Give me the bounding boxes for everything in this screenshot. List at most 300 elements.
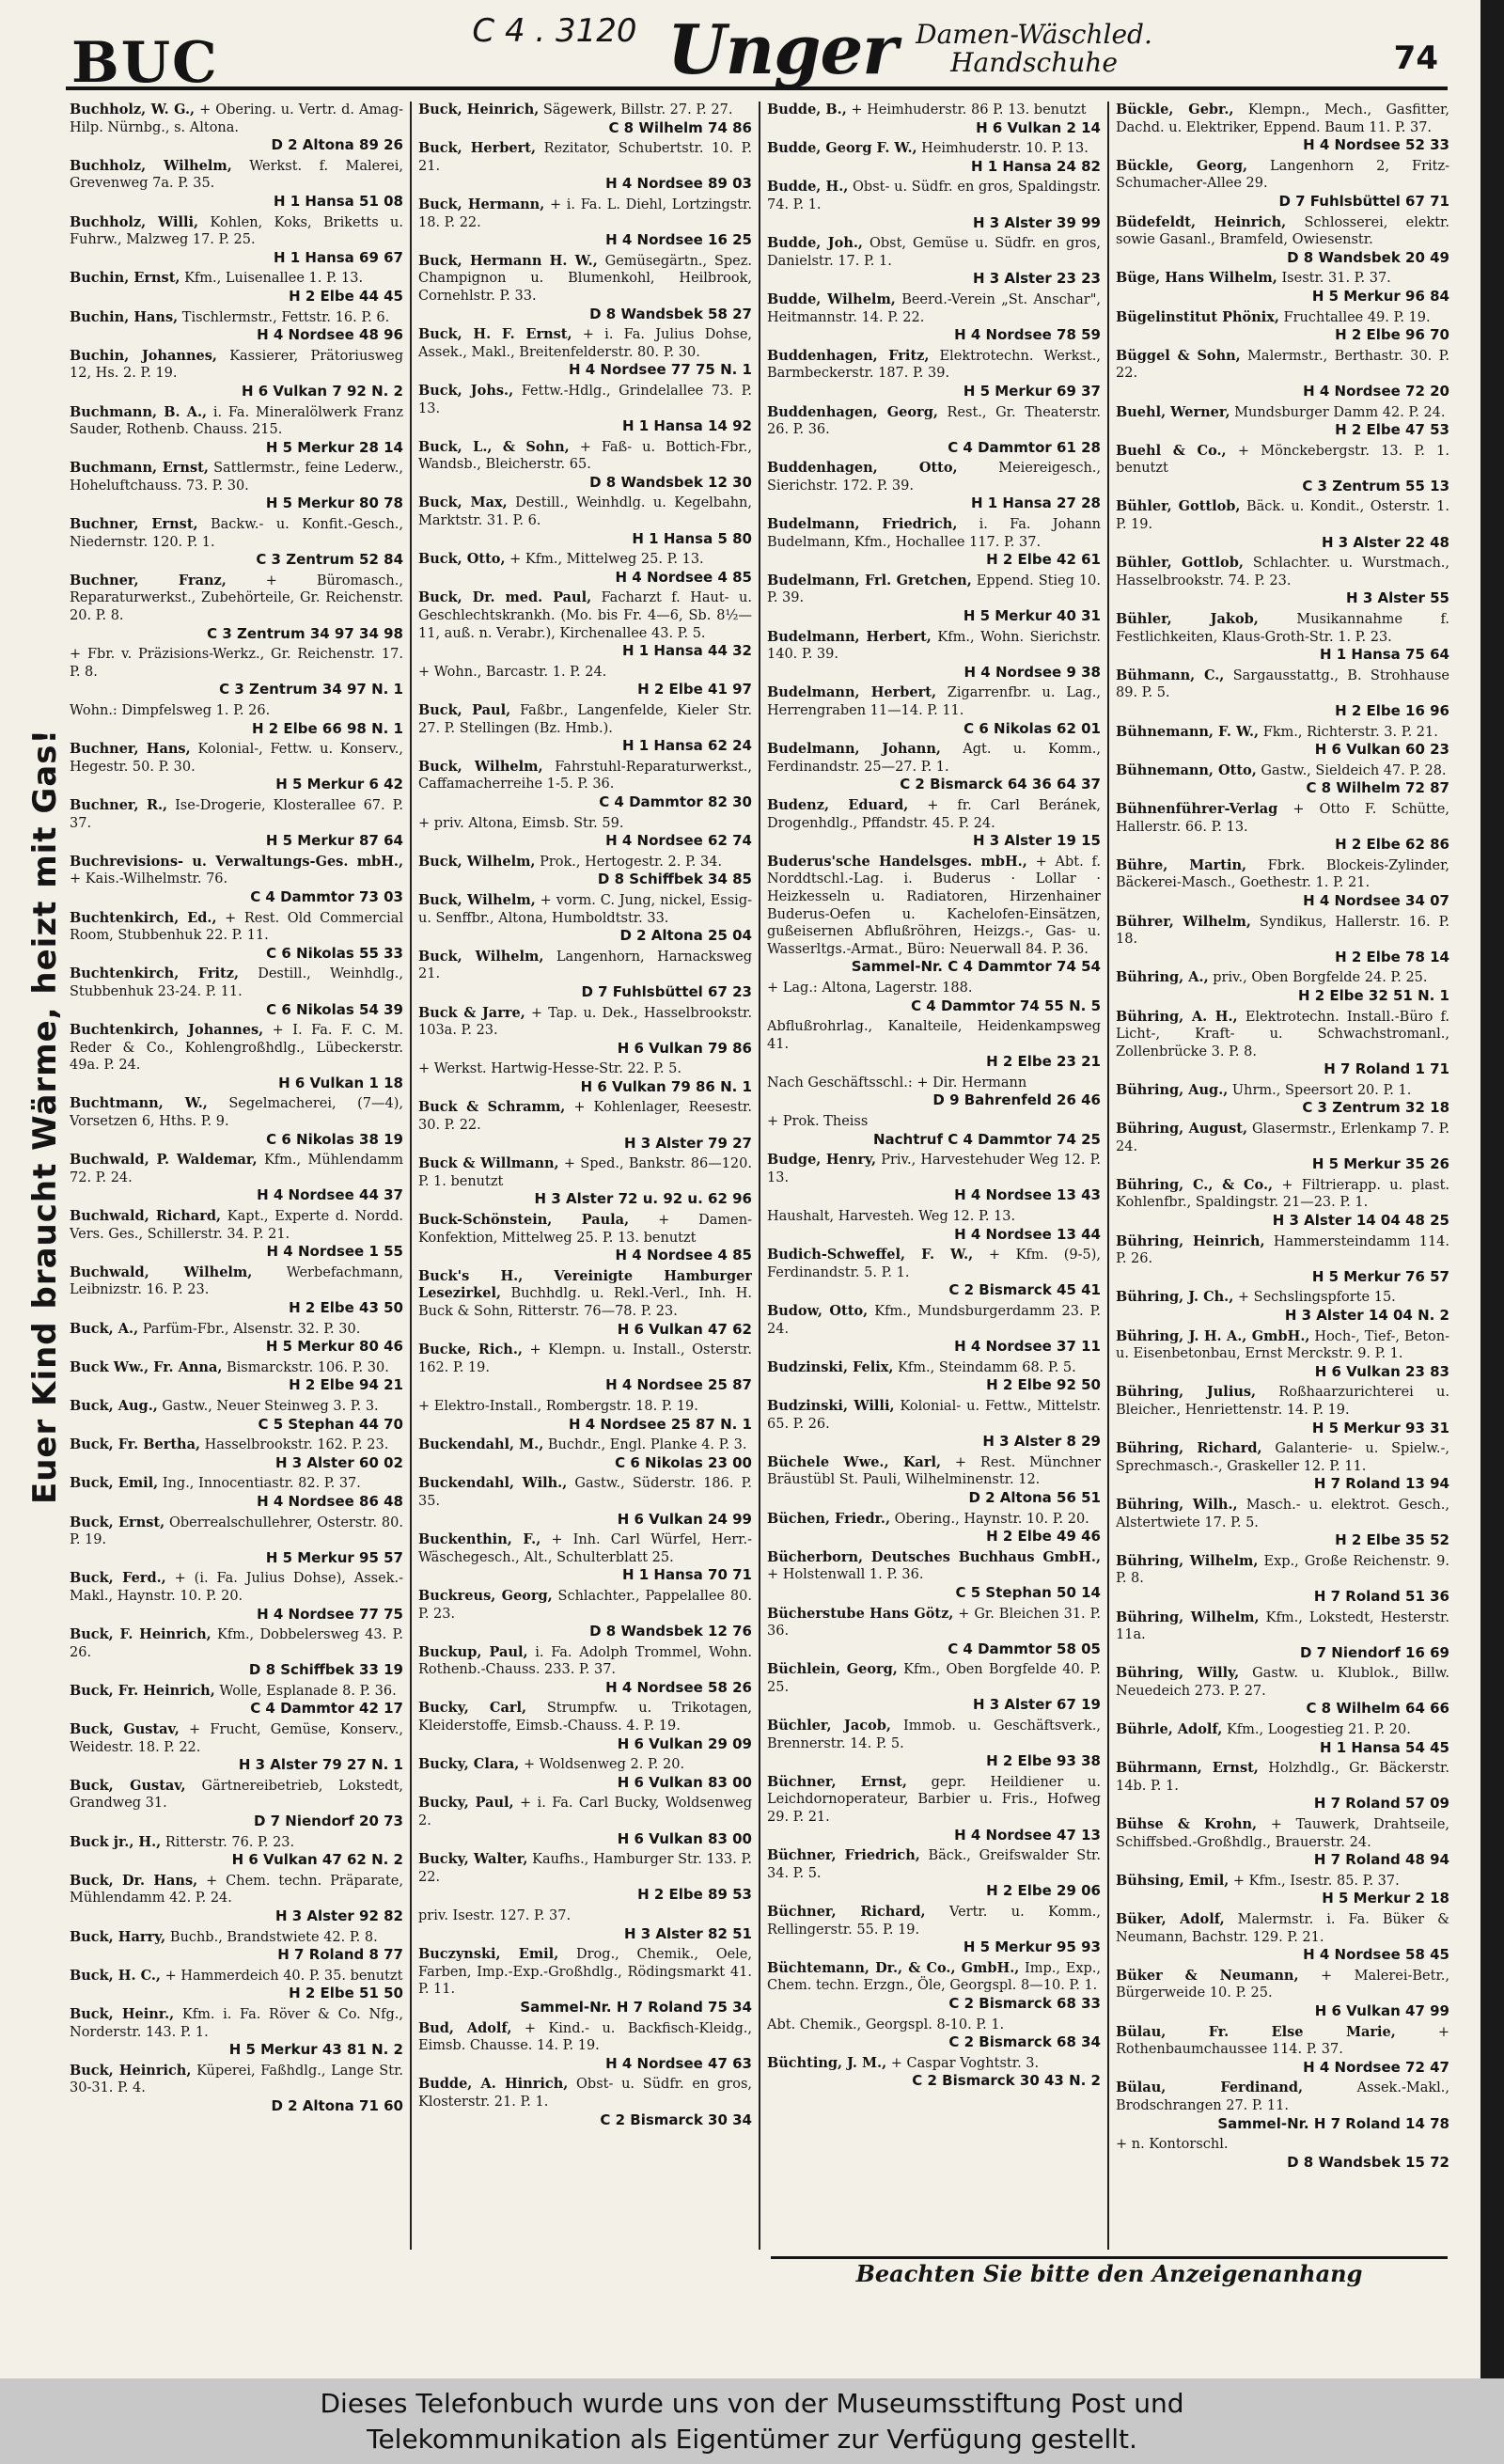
listing-entry: [418, 854, 752, 888]
entry-name: Buck, Otto,: [418, 551, 506, 568]
entry-name: Buckendahl, Wilh.,: [418, 1475, 568, 1492]
entry-phone: H 5 Merkur 80 46: [265, 1338, 403, 1356]
listing-entry: [418, 664, 752, 698]
listing-entry: [70, 1873, 403, 1925]
entry-phone: H 1 Hansa 69 67: [273, 248, 403, 266]
listing-entry: [1116, 1497, 1449, 1549]
entry-phone: C 2 Bismarck 68 34: [948, 2033, 1101, 2051]
entry-details: + Prok. Theiss: [767, 1114, 869, 1130]
entry-name: Buck, Dr. Hans,: [70, 1872, 198, 1889]
entry-name: Buchner, Hans,: [70, 741, 191, 758]
entry-details: Ing., Innocentiastr. 82. P. 37.: [162, 1476, 361, 1492]
entry-name: Buchner, Ernst,: [70, 516, 198, 533]
entry-phone: D 7 Niendorf 20 73: [253, 1813, 403, 1830]
entry-details: Gemüsegärtn., Spez. Champignon u. Blumenkohl, Heilbrook, Cornehlstr. P. 33.: [418, 253, 752, 304]
entry-details: + Hammerdeich 40. P. 35. benutzt: [164, 1968, 403, 1984]
entry-details: Facharzt f. Haut- u. Geschlechtskrankh. (Mo. bis Fr. 4—6, Sb. 8½—11, auß. n. Verabr.), Kirchenallee 43. P. 5.: [418, 590, 752, 641]
listing-entry: [1116, 1328, 1449, 1381]
listing-entry: [767, 573, 1101, 625]
entry-details: Fettw.-Hdlg., Grindelallee 73. P. 13.: [418, 383, 752, 416]
entry-phone: H 6 Vulkan 83 00: [617, 1773, 752, 1791]
entry-details: Küperei, Faßhdlg., Lange Str. 30-31. P. 4.: [70, 2063, 403, 2096]
footer-slogan: Beachten Sie bitte den Anzeigenanhang: [855, 2260, 1363, 2287]
entry-phone: C 3 Zentrum 32 18: [1302, 1099, 1449, 1117]
entry-details: + I. Fa. F. C. M. Reder & Co., Kohlengroßhdlg., Lübeckerstr. 49a. P. 24.: [70, 1023, 403, 1074]
entry-details: Kapt., Experte d. Nordd. Vers. Ges., Schillerstr. 34. P. 21.: [70, 1209, 403, 1242]
listing-entry: [1116, 914, 1449, 966]
entry-phone: D 7 Niendorf 16 69: [1299, 1643, 1449, 1661]
entry-name: Buck jr., H.,: [70, 1833, 162, 1850]
entry-details: Wolle, Esplanade 8. P. 36.: [219, 1683, 397, 1699]
entry-phone: H 4 Nordsee 4 85: [615, 568, 752, 586]
listing-entry: [767, 1075, 1101, 1109]
entry-details: + Fbr. v. Präzisions-Werkz., Gr. Reichenstr. 17. P. 8.: [70, 647, 403, 680]
entry-name: Buck, Wilhelm,: [418, 948, 544, 965]
entry-details: Fkm., Richterstr. 3. P. 21.: [1262, 724, 1438, 740]
entry-details: Fahrstuhl-Reparaturwerkst., Caffamacherreihe 1-5. P. 36.: [418, 759, 752, 793]
entry-details: Imp., Exp., Chem. techn. Erzgn., Öle, Georgspl. 8—10. P. 1.: [767, 1960, 1101, 1994]
listing-entry: [418, 439, 752, 492]
listing-entry: [70, 404, 403, 457]
listing-column-1: [70, 102, 403, 2250]
entry-details: Beerd.-Verein „St. Anschar", Heitmannstr. 14. P. 22.: [767, 291, 1101, 325]
entry-name: Buck, L., & Sohn,: [418, 438, 570, 455]
entry-details: + i. Fa. Julius Dohse, Assek., Makl., Breitenfelderstr. 80. P. 30.: [418, 327, 752, 360]
listing-entry: [767, 348, 1101, 400]
listing-entry: [418, 702, 752, 755]
listing-entry: [1116, 1911, 1449, 1964]
entry-details: Syndikus, Hallerstr. 16. P. 18.: [1116, 914, 1449, 948]
entry-details: + Kind.- u. Backfisch-Kleidg., Eimsb. Chausse. 14. P. 19.: [418, 2020, 752, 2054]
listing-entry: [767, 741, 1101, 793]
entry-phone: C 8 Wilhelm 72 87: [1306, 779, 1449, 797]
entry-phone: H 6 Vulkan 83 00: [617, 1829, 752, 1847]
entry-details: + Mönckebergstr. 13. P. 1. benutzt: [1116, 443, 1449, 477]
entry-phone: H 1 Hansa 62 24: [621, 737, 752, 755]
entry-name: Büchner, Ernst,: [767, 1773, 907, 1790]
entry-phone: H 2 Elbe 47 53: [1335, 421, 1449, 439]
entry-name: Bühler, Gottlob,: [1116, 498, 1241, 515]
entry-phone: C 3 Zentrum 52 84: [256, 551, 403, 569]
listing-entry: [418, 949, 752, 1001]
listing-entry: [70, 158, 403, 211]
entry-phone: D 8 Schiffbek 33 19: [248, 1661, 403, 1679]
listing-entry: [1116, 1665, 1449, 1718]
entry-name: Bülau, Ferdinand,: [1116, 2079, 1304, 2096]
entry-details: + Gr. Bleichen 31. P. 36.: [767, 1606, 1101, 1640]
entry-name: Buchtmann, W.,: [70, 1095, 208, 1112]
entry-details: Werkst. f. Malerei, Grevenweg 7a. P. 35.: [70, 158, 403, 192]
entry-name: Buck, Aug.,: [70, 1397, 158, 1414]
listing-entry: [1116, 158, 1449, 211]
listing-entry: [767, 179, 1101, 231]
entry-phone: C 2 Bismarck 64 36 64 37: [900, 776, 1101, 793]
entry-details: Kfm., Loogestieg 21. P. 20.: [1226, 1722, 1411, 1738]
entry-name: Budelmann, Johann,: [767, 741, 941, 758]
entry-name: Buck & Schramm,: [418, 1099, 566, 1116]
entry-name: Buehl, Werner,: [1116, 403, 1230, 420]
entry-name: Buehl & Co.,: [1116, 442, 1227, 459]
entry-phone: C 4 Dammtor 61 28: [948, 438, 1101, 456]
entry-details: Holzhdlg., Gr. Bäckerstr. 14b. P. 1.: [1116, 1761, 1449, 1794]
entry-details: Oberrealschullehrer, Osterstr. 80. P. 19.: [70, 1514, 403, 1548]
entry-phone: H 3 Alster 60 02: [274, 1453, 403, 1471]
entry-phone: H 5 Merkur 96 84: [1311, 287, 1449, 305]
entry-phone: H 4 Nordsee 13 43: [954, 1186, 1101, 1204]
entry-name: Buddenhagen, Fritz,: [767, 347, 930, 364]
entry-details: Gastw. u. Klublok., Billw. Neuedeich 273. P. 27.: [1116, 1666, 1449, 1699]
side-advert: [26, 729, 64, 1542]
listing-entry: [70, 1436, 403, 1471]
entry-details: + Frucht, Gemüse, Konserv., Weidestr. 18. P. 22.: [70, 1722, 403, 1755]
entry-name: Bücherborn, Deutsches Buchhaus GmbH.,: [767, 1548, 1101, 1565]
entry-name: Bühnenführer-Verlag: [1116, 800, 1278, 817]
listing-entry: [418, 1946, 752, 2016]
entry-name: Bühmann, C.,: [1116, 667, 1225, 683]
entry-details: Galanterie- u. Spielw.-, Sprechmasch.-, Graskeller 12. P. 11.: [1116, 1441, 1449, 1474]
listing-entry: [767, 1774, 1101, 1844]
listing-column-3: [767, 102, 1101, 2250]
entry-details: Kfm., Steindamm 68. P. 5.: [898, 1359, 1076, 1375]
entry-phone: H 4 Nordsee 78 59: [954, 326, 1101, 344]
entry-phone: H 3 Alster 79 27: [623, 1134, 752, 1152]
entry-phone: H 7 Roland 1 71: [1324, 1060, 1449, 1078]
entry-details: Malermstr., Berthastr. 30. P. 22.: [1116, 348, 1449, 382]
listing-entry: [70, 1152, 403, 1204]
listing-entry: [1116, 404, 1449, 439]
entry-name: Büchlein, Georg,: [767, 1661, 898, 1678]
entry-name: Bühnemann, Otto,: [1116, 761, 1257, 778]
column-divider: [1107, 102, 1109, 2250]
entry-phone: H 4 Nordsee 62 74: [605, 832, 752, 850]
listing-entry: [70, 1778, 403, 1830]
entry-phone: H 1 Hansa 14 92: [621, 417, 752, 435]
listing-entry: [1116, 270, 1449, 305]
entry-phone: Sammel-Nr. C 4 Dammtor 74 54: [851, 958, 1101, 976]
listing-entry: [70, 646, 403, 698]
entry-details: + Malerei-Betr., Bürgerweide 10. P. 25.: [1116, 1968, 1449, 2001]
entry-phone: H 2 Elbe 96 70: [1335, 326, 1449, 344]
entry-phone: H 5 Merkur 2 18: [1322, 1890, 1449, 1907]
entry-phone: D 2 Altona 89 26: [271, 136, 403, 154]
listing-column-4: [1116, 102, 1449, 2250]
entry-details: Drog., Chemik., Oele, Farben, Imp.-Exp.-Großhdlg., Rödingsmarkt 41. P. 11.: [418, 1947, 752, 1998]
entry-name: Buck, Hermann,: [418, 196, 545, 212]
entry-name: Buck, Heinrich,: [70, 2062, 192, 2079]
entry-phone: H 3 Alster 92 82: [274, 1907, 403, 1924]
entry-name: Büker, Adolf,: [1116, 1911, 1225, 1927]
listing-entry: [418, 2076, 752, 2128]
entry-details: + Wohn., Barcastr. 1. P. 24.: [418, 664, 607, 680]
entry-details: + Kfm. (9-5), Ferdinandstr. 5. P. 1.: [767, 1248, 1101, 1280]
listing-entry: [418, 1531, 752, 1584]
entry-phone: H 3 Alster 79 27 N. 1: [238, 1756, 403, 1774]
entry-name: Bühring, C., & Co.,: [1116, 1176, 1274, 1193]
entry-name: Büdefeldt, Heinrich,: [1116, 213, 1287, 230]
entry-details: Masch.- u. elektrot. Gesch., Alstertwiete 17. P. 5.: [1116, 1497, 1449, 1530]
entry-details: + Elektro-Install., Rombergstr. 18. P. 19.: [418, 1398, 698, 1414]
entry-details: + Kohlenlager, Reesestr. 30. P. 22.: [418, 1100, 752, 1134]
entry-phone: C 5 Stephan 50 14: [955, 1583, 1101, 1601]
listing-entry: [1116, 969, 1449, 1004]
page-number: 74: [1393, 39, 1438, 77]
entry-details: Abt. Chemik., Georgspl. 8-10. P. 1.: [767, 2017, 1005, 2032]
entry-details: Kfm., Lokstedt, Hesterstr. 11a.: [1116, 1609, 1449, 1643]
entry-phone: H 7 Roland 51 36: [1313, 1587, 1449, 1605]
entry-details: Klempn., Mech., Gasfitter, Dachd. u. Elektriker, Eppend. Baum 11. P. 37.: [1116, 102, 1449, 135]
entry-phone: C 6 Nikolas 55 33: [266, 944, 403, 962]
entry-phone: H 4 Nordsee 72 47: [1303, 2058, 1449, 2076]
entry-details: + Lag.: Altona, Lagerstr. 188.: [767, 980, 973, 996]
entry-name: Buck, Fr. Heinrich,: [70, 1682, 215, 1699]
listing-entry: [767, 140, 1101, 175]
entry-phone: H 2 Elbe 94 21: [289, 1376, 403, 1394]
listing-entry: [70, 1264, 403, 1317]
entry-details: i. Fa. Johann Budelmann, Kfm., Hochallee 117. P. 37.: [767, 517, 1101, 550]
entry-phone: H 2 Elbe 16 96: [1335, 702, 1449, 719]
listing-entry: [418, 1851, 752, 1904]
entry-name: Buck, Harry,: [70, 1928, 166, 1945]
entry-phone: H 2 Elbe 51 50: [289, 1985, 403, 2002]
entry-phone: H 6 Vulkan 79 86 N. 1: [580, 1077, 752, 1095]
entry-name: Budde, Wilhelm,: [767, 290, 896, 307]
advert-code: C 4 . 3120: [472, 12, 637, 50]
entry-name: Bühring, August,: [1116, 1121, 1247, 1138]
listing-entry: [70, 214, 403, 267]
entry-phone: H 4 Nordsee 58 26: [605, 1678, 752, 1696]
listing-entry: [767, 684, 1101, 737]
entry-name: Buchrevisions- u. Verwaltungs-Ges. mbH.,: [70, 853, 403, 870]
entry-details: + Holstenwall 1. P. 36.: [767, 1567, 924, 1583]
listing-entry: [70, 1398, 403, 1433]
listing-entry: [767, 1904, 1101, 1956]
entry-phone: H 6 Vulkan 47 62: [617, 1320, 752, 1338]
entry-name: Büchen, Friedr.,: [767, 1510, 890, 1527]
listing-entry: [767, 1359, 1101, 1394]
entry-name: Buchtenkirch, Fritz,: [70, 965, 240, 982]
entry-phone: D 2 Altona 71 60: [271, 2096, 403, 2114]
entry-details: Gastw., Sieldeich 47. P. 28.: [1261, 762, 1447, 778]
listing-entry: [418, 1155, 752, 1208]
entry-phone: H 2 Elbe 35 52: [1335, 1531, 1449, 1549]
entry-phone: D 2 Altona 56 51: [968, 1488, 1101, 1506]
entry-phone: H 6 Vulkan 23 83: [1314, 1362, 1449, 1380]
entry-details: Kfm., Dobbelersweg 43. P. 26.: [70, 1627, 403, 1660]
listing-entry: [70, 573, 403, 642]
entry-phone: H 4 Nordsee 25 87: [605, 1376, 752, 1394]
entry-phone: H 4 Nordsee 77 75 N. 1: [568, 361, 752, 379]
entry-phone: H 2 Elbe 93 38: [986, 1752, 1101, 1770]
listing-entry: [418, 1005, 752, 1058]
entry-name: Buchner, R.,: [70, 796, 168, 813]
entry-name: Budelmann, Herbert,: [767, 628, 932, 645]
listing-entry: [418, 1644, 752, 1697]
entry-details: Rezitator, Schubertstr. 10. P. 21.: [418, 141, 752, 174]
entry-phone: H 4 Nordsee 37 11: [954, 1338, 1101, 1356]
listing-entry: [767, 460, 1101, 512]
scan-edge: [1480, 0, 1504, 2378]
listing-entry: [418, 383, 752, 435]
entry-details: Ritterstr. 76. P. 23.: [164, 1834, 295, 1850]
listing-entry: [418, 2020, 752, 2073]
entry-phone: H 5 Merkur 69 37: [963, 382, 1101, 400]
entry-details: Kfm., Mundsburgerdamm 23. P. 24.: [767, 1304, 1101, 1337]
entry-name: Bühre, Martin,: [1116, 856, 1247, 873]
entry-details: Buchdr., Engl. Planke 4. P. 3.: [547, 1437, 747, 1453]
entry-name: Bühnemann, F. W.,: [1116, 723, 1260, 740]
entry-details: Faßbr., Langenfelde, Kieler Str. 27. P. Stellingen (Bz. Hmb.).: [418, 703, 752, 736]
entry-phone: H 3 Alster 14 04 N. 2: [1284, 1307, 1449, 1324]
entry-name: Bühsing, Emil,: [1116, 1872, 1230, 1889]
entry-phone: H 6 Vulkan 24 99: [617, 1510, 752, 1528]
entry-details: + Kfm., Mittelweg 25. P. 13.: [509, 552, 704, 568]
entry-name: Bühler, Gottlob,: [1116, 555, 1244, 572]
listing-entry: [70, 797, 403, 850]
entry-details: Sargausstattg., B. Strohhause 89. P. 5.: [1116, 667, 1449, 701]
entry-details: Tischlermstr., Fettstr. 16. P. 6.: [181, 309, 390, 325]
entry-name: Bührmann, Ernst,: [1116, 1760, 1259, 1777]
entry-name: Büggel & Sohn,: [1116, 347, 1241, 364]
entry-details: + n. Kontorschl.: [1116, 2137, 1229, 2153]
entry-name: Buck, Wilhelm,: [418, 758, 543, 775]
listing-entry: [70, 309, 403, 344]
entry-phone: C 8 Wilhelm 64 66: [1306, 1700, 1449, 1718]
entry-phone: D 7 Fuhlsbüttel 67 23: [581, 982, 752, 1000]
entry-phone: H 6 Vulkan 7 92 N. 2: [242, 382, 403, 400]
entry-name: Bühring, Heinrich,: [1116, 1232, 1265, 1249]
entry-details: Immob. u. Geschäftsverk., Brennerstr. 14. P. 5.: [767, 1719, 1101, 1751]
listing-column-2: [418, 102, 752, 2250]
entry-details: + Klempn. u. Install., Osterstr. 162. P. 19.: [418, 1342, 752, 1375]
entry-name: Buderus'sche Handelsges. mbH.,: [767, 853, 1027, 870]
entry-name: Buck, A.,: [70, 1320, 139, 1337]
listing-entry: [418, 551, 752, 586]
entry-name: Büchner, Friedrich,: [767, 1847, 920, 1864]
listing-entry: [767, 1454, 1101, 1507]
column-divider: [759, 102, 760, 2250]
listing-entry: [418, 494, 752, 547]
listing-entry: [418, 1795, 752, 1847]
listing-entry: [70, 1208, 403, 1261]
entry-phone: H 5 Merkur 35 26: [1311, 1155, 1449, 1173]
entry-details: Bäck., Greifswalder Str. 34. P. 5.: [767, 1848, 1101, 1881]
entry-details: Schlosserei, elektr. sowie Gasanl., Bramfeld, Owiesenstr.: [1116, 214, 1449, 248]
entry-details: + Chem. techn. Präparate, Mühlendamm 42. P. 24.: [70, 1873, 403, 1907]
entry-details: + Inh. Carl Würfel, Herr.- Wäschegesch., Alt., Schulterblatt 25.: [418, 1532, 752, 1565]
entry-name: Budich-Schweffel, F. W.,: [767, 1247, 974, 1263]
entry-details: Rest., Gr. Theaterstr. 26. P. 36.: [767, 404, 1101, 438]
listing-entry: [1116, 857, 1449, 910]
listing-entry: [1116, 1009, 1449, 1078]
entry-name: Buck, Paul,: [418, 702, 511, 718]
entry-details: Agt. u. Komm., Ferdinandstr. 25—27. P. 1.: [767, 742, 1101, 775]
advert-subtitle: Damen-Wäschled. Handschuhe: [916, 19, 1152, 78]
entry-name: Buck, Wilhelm,: [418, 853, 536, 870]
entry-phone: H 6 Vulkan 29 09: [617, 1734, 752, 1752]
entry-phone: Sammel-Nr. H 7 Roland 14 78: [1217, 2114, 1449, 2132]
entry-details: Glasermstr., Erlenkamp 7. P. 24.: [1116, 1122, 1449, 1154]
entry-phone: C 4 Dammtor 73 03: [250, 887, 403, 905]
entry-phone: H 4 Nordsee 25 87 N. 1: [568, 1415, 752, 1433]
entry-phone: H 4 Nordsee 1 55: [266, 1243, 403, 1261]
side-advert-text: Euer Kind braucht Wärme, heizt mit Gas!: [26, 729, 64, 1504]
entry-details: Musikannahme f. Festlichkeiten, Klaus-Groth-Str. 1. P. 23.: [1116, 612, 1449, 645]
listing-entry: [70, 102, 403, 154]
entry-name: Büchele Wwe., Karl,: [767, 1453, 942, 1470]
entry-phone: D 9 Bahrenfeld 26 46: [932, 1091, 1101, 1109]
listing-entry: [1116, 801, 1449, 854]
entry-phone: H 3 Alster 8 29: [982, 1433, 1101, 1451]
entry-phone: D 8 Wandsbek 58 27: [589, 305, 752, 322]
entry-phone: H 4 Nordsee 34 07: [1303, 891, 1449, 909]
entry-details: Kassierer, Prätoriusweg 12, Hs. 2. P. 19.: [70, 348, 403, 382]
entry-details: Destill., Weinhdlg., Stubbenhuk 23-24. P. 11.: [70, 966, 403, 999]
listing-entry: [1116, 1384, 1449, 1436]
entry-name: Bühring, A.,: [1116, 969, 1209, 986]
entry-phone: C 3 Zentrum 55 13: [1302, 477, 1449, 494]
entry-name: Bülau, Fr. Else Marie,: [1116, 2023, 1396, 2040]
entry-phone: H 1 Hansa 44 32: [621, 642, 752, 660]
entry-phone: H 2 Elbe 89 53: [637, 1886, 752, 1904]
advert-brand: Unger: [667, 9, 898, 89]
entry-phone: H 4 Nordsee 4 85: [615, 1247, 752, 1264]
entry-phone: C 4 Dammtor 82 30: [599, 793, 752, 810]
listing-entry: [1116, 1233, 1449, 1286]
listing-entry: [70, 1834, 403, 1869]
entry-phone: H 5 Merkur 43 81 N. 2: [228, 2041, 403, 2059]
listing-entry: [70, 965, 403, 1018]
entry-name: Buck, Johs.,: [418, 382, 514, 399]
listing-entry: [70, 516, 403, 569]
entry-name: Bühring, Richard,: [1116, 1440, 1262, 1457]
entry-details: Vertr. u. Komm., Rellingerstr. 55. P. 19.: [767, 1905, 1101, 1938]
entry-phone: H 4 Nordsee 47 13: [954, 1826, 1101, 1844]
entry-details: + priv. Altona, Eimsb. Str. 59.: [418, 815, 624, 831]
entry-details: + Rest. Münchner Bräustübl St. Pauli, Wilhelminenstr. 12.: [767, 1454, 1101, 1488]
entry-phone: H 5 Merkur 40 31: [963, 607, 1101, 625]
entry-phone: C 5 Stephan 44 70: [258, 1415, 403, 1433]
entry-name: Buchholz, Willi,: [70, 213, 199, 230]
entry-details: Kfm., Wohn. Sierichstr. 140. P. 39.: [767, 629, 1101, 663]
listing-entry: [1116, 1609, 1449, 1662]
listing-entry: [70, 2063, 403, 2115]
entry-details: Buchb., Brandstwiete 42. P. 8.: [169, 1929, 378, 1945]
entry-details: Elektrotechn. Install.-Büro f. Licht-, Kraft- u. Schwachstromanl., Zollenbrücke 3. P. 8.: [1116, 1009, 1449, 1059]
entry-name: Buck, Hermann H. W.,: [418, 252, 598, 269]
listing-entry: [767, 1661, 1101, 1714]
listing-entry: [418, 1588, 752, 1640]
entry-name: Büchtemann, Dr., & Co., GmbH.,: [767, 1959, 1020, 1976]
entry-phone: C 2 Bismarck 45 41: [948, 1281, 1101, 1299]
entry-name: Buckup, Paul,: [418, 1643, 528, 1660]
listing-columns: [70, 102, 1451, 2250]
entry-details: Werbefachmann, Leibnizstr. 16. P. 23.: [70, 1264, 403, 1298]
entry-name: Buddenhagen, Georg,: [767, 403, 938, 420]
entry-details: Kolonial-, Fettw. u. Konserv., Hegestr. 50. P. 30.: [70, 742, 403, 775]
listing-entry: [767, 2017, 1101, 2051]
entry-phone: H 7 Roland 13 94: [1313, 1475, 1449, 1493]
entry-details: Fbrk. Blockeis-Zylinder, Bäckerei-Masch., Goethestr. 1. P. 21.: [1116, 857, 1449, 891]
entry-name: Büker & Neumann,: [1116, 1967, 1299, 1984]
entry-name: Bückle, Gebr.,: [1116, 102, 1234, 118]
entry-phone: H 1 Hansa 5 80: [632, 529, 752, 547]
entry-details: Sattlermstr., feine Lederw., Hoheluftchauss. 73. P. 30.: [70, 461, 403, 494]
entry-name: Bücherstube Hans Götz,: [767, 1605, 954, 1622]
entry-phone: H 3 Alster 72 u. 92 u. 62 96: [534, 1190, 752, 1208]
listing-entry: [418, 1700, 752, 1752]
entry-phone: H 2 Elbe 66 98 N. 1: [251, 719, 403, 737]
entry-phone: H 1 Hansa 24 82: [970, 157, 1101, 175]
